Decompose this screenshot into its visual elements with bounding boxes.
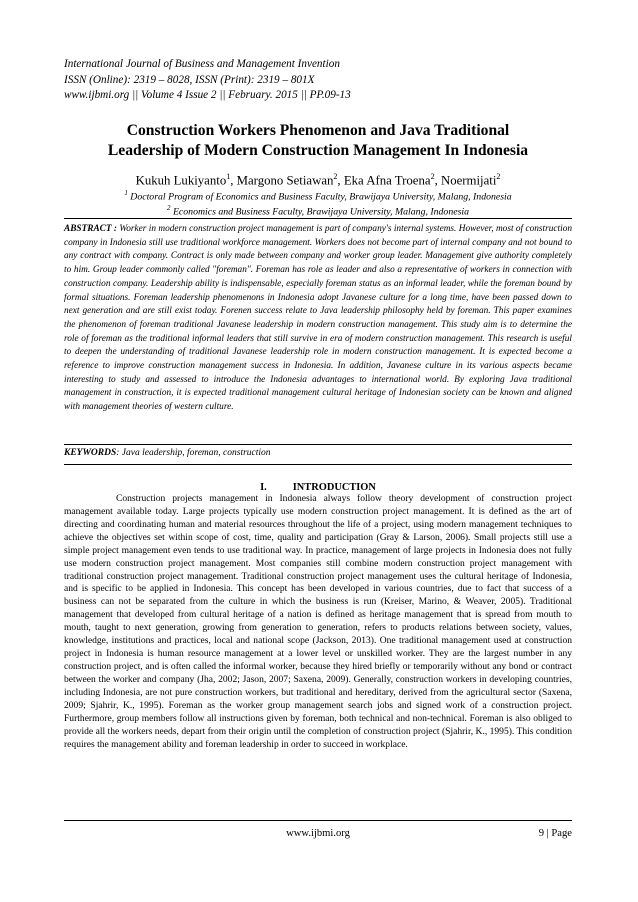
author-separator: , <box>434 173 441 188</box>
divider <box>64 218 572 219</box>
abstract <box>64 223 572 415</box>
paper-title-line-1: Construction Workers Phenomenon and Java Traditional <box>126 122 510 139</box>
introduction-body <box>64 493 572 751</box>
author-separator: , <box>337 173 344 188</box>
author-affiliation-mark: 1 <box>226 172 231 181</box>
affiliation-mark: 2 <box>167 204 171 212</box>
affiliation-2 <box>64 202 572 218</box>
author-name: Margono Setiawan <box>236 173 334 188</box>
abstract-label: ABSTRACT : <box>64 224 118 234</box>
author-separator: , <box>230 173 237 188</box>
author-affiliation-mark: 2 <box>430 172 435 181</box>
journal-header <box>64 57 572 104</box>
paper-title-line-2: Leadership of Modern Construction Management In Indonesia <box>107 142 529 159</box>
affiliation-text: Doctoral Program of Economics and Business Faculty, Brawijaya University, Malang, Indonesia <box>130 191 512 203</box>
affiliation-1 <box>64 187 572 203</box>
author-affiliation-mark: 2 <box>496 172 501 181</box>
paper-title <box>64 121 572 161</box>
author-name: Noermijati <box>440 173 497 188</box>
journal-issn: ISSN (Online): 2319 – 8028, ISSN (Print): 2319 – 801X <box>64 73 315 86</box>
introduction-paragraph: Construction projects management in Indonesia always follow theory development of construction project management available today. Large projects typically use modern construction project management. It is defined as the art of directing and coordinating human and material resources throughout the life of a project, using modern management techniques to achieve the objectives set within scope of cost, time, quality and participation (Gray & Larson, 2006). Small projects still use a simple project management even tends to use traditional way. In practice, management of large projects in Indonesia does not fully use modern construction project management. Most companies still combine modern construction project management with traditional construction project management. Traditional construction project management uses the cultural heritage of Indonesia, and is specific to be applied in Indonesia. This concept has been developed in various countries, due to fact that success of a business can not be separated from the culture in which the business is run (Kreiser, Marino, & Weaver, 2005). Traditional management that developed from cultural heritage of a nation is defined as heritage management that is spread from mouth to mouth, taught to next generation, growing from generation to generation, refers to products relations between society, values, knowledge, institutions and practices, local and national scope (Jackson, 2013). One traditional management used at construction project in Indonesia is human resource management at a lower level or unskilled worker. They are the largest number in any construction project, and is often called the informal worker, because they hired briefly or temporarily without any bond or contract between the worker and company (Jha, 2002; Jason, 2007; Saxena, 2009). Generally, construction workers in developing countries, including Indonesia, are not pure construction workers, but traditional and hereditary, derived from the agricultural sector (Saxena, 2009; Sjahrir, K., 1995). Foreman as the worker group management search jobs and signed work of a construction project. Furthermore, group members follow all instructions given by foreman, both technical and non-technical. Foreman is also obliged to provide all the workers needs, depart from their origin until the completion of construction project (Sjahrir, K., 1995). This condition requires the management ability and foreman leadership in order to succeed in workplace. <box>64 493 572 750</box>
journal-name: International Journal of Business and Management Invention <box>64 58 340 70</box>
affiliation-text: Economics and Business Faculty, Brawijaya University, Malang, Indonesia <box>172 206 469 218</box>
keywords-text: : Java leadership, foreman, construction <box>116 448 271 458</box>
footer-url: www.ijbmi.org <box>286 828 350 839</box>
author-affiliation-mark: 2 <box>333 172 338 181</box>
keywords-label: KEYWORDS <box>64 448 117 458</box>
footer-page-number: 9 | Page <box>538 828 572 839</box>
author-name: Eka Afna Troena <box>343 173 431 188</box>
journal-issue-info: www.ijbmi.org || Volume 4 Issue 2 || February. 2015 || PP.09-13 <box>64 89 351 101</box>
divider <box>64 444 572 445</box>
abstract-text: Worker in modern construction project management is part of company's internal systems. However, most of construction company in Indonesia still use traditional workforce management. Workers does not become part of internal company and not bound to any contract with company. Contract is only made between company and worker group leader. Management give authority completely to him. Group leader commonly called "foreman". Foreman has role as leader and also a representative of workers in connection with construction company. Leadership ability is indispensable, especially foreman status as an informal leader, while the foreman bound by formal situations. Foreman leadership phenomenons in Indonesia adopt Javanese culture for a long time, have been passed down to next generation and are still exist today. Forenen success relate to Java leadership philosophy held by foreman. This paper examines the phenomenon of foreman traditional Javanese leadership in modern construction management. This study aim is to determine the role of foreman as the traditional informal leaders that still survive in era of modern construction management. This research is useful to deepen the understanding of traditional Javanese leadership role in modern construction management. It is expected become a reference to improve construction management success in Indonesia. In addition, Javanese culture in its various aspects became interesting to study and assessed to introduce the Indonesia advantages to international world. By exploring Java traditional management in construction, it is expected traditional management cultural heritage of Indonesian society can be known and aligned with management theories of western culture. <box>64 224 572 413</box>
keywords <box>64 447 572 460</box>
footer-divider <box>64 820 572 821</box>
author-list <box>64 169 572 188</box>
affiliation-mark: 1 <box>124 189 128 197</box>
divider <box>64 464 572 465</box>
section-number: I. <box>260 482 267 493</box>
section-title: INTRODUCTION <box>292 482 376 493</box>
author-name: Kukuh Lukiyanto <box>135 173 227 188</box>
